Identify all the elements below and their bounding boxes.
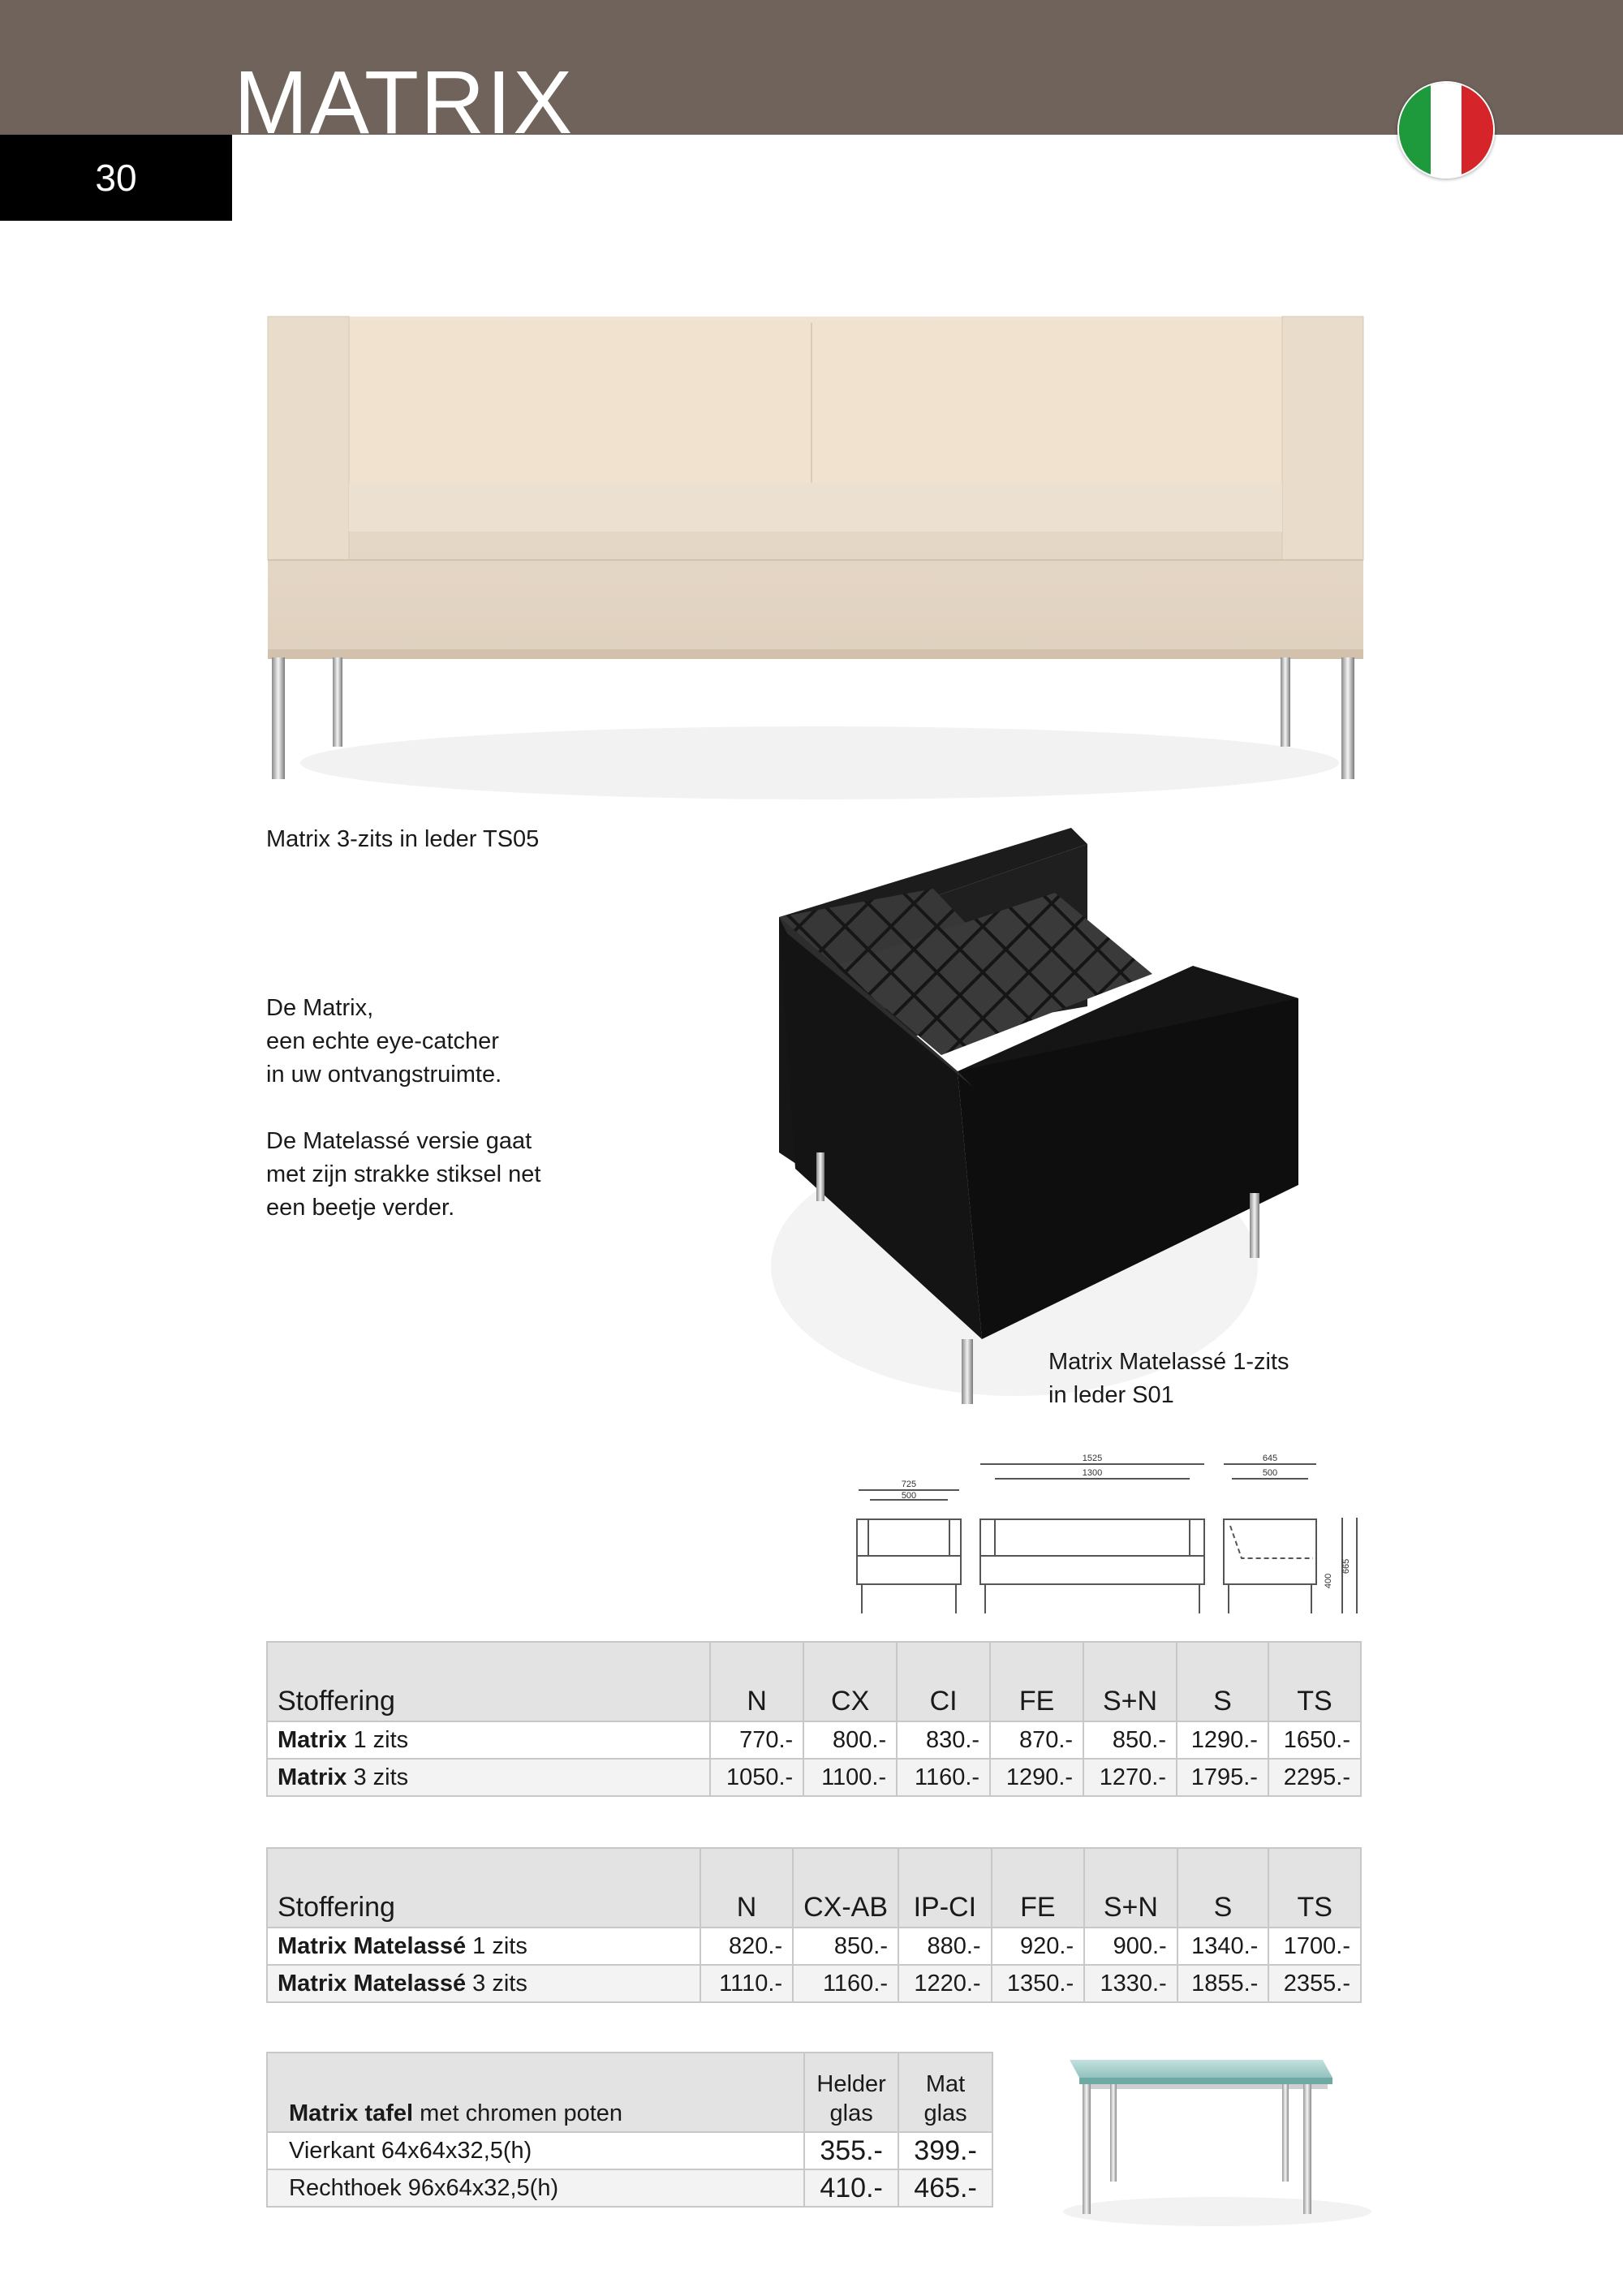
price-cell: 850.- <box>793 1928 898 1965</box>
price-cell: 1855.- <box>1177 1965 1269 2002</box>
page-number-box <box>0 135 232 221</box>
price-cell: 770.- <box>710 1721 803 1759</box>
flag-white-stripe <box>1431 83 1462 177</box>
glass-table-photo <box>1055 2045 1380 2232</box>
product-name: Matrix Matelassé <box>278 1970 467 1997</box>
price-cell: 355.- <box>804 2132 898 2169</box>
dimension-chair-seat: 500 <box>901 1491 917 1501</box>
table-header-cell <box>898 2053 992 2132</box>
table-header-cell: FE <box>990 1642 1083 1721</box>
price-cell: 1650.- <box>1268 1721 1361 1759</box>
price-cell: 1290.- <box>990 1759 1083 1796</box>
price-cell: 920.- <box>992 1928 1085 1965</box>
product-name-cell <box>267 1721 710 1759</box>
italy-flag-icon <box>1397 81 1495 179</box>
price-cell: 1220.- <box>898 1965 992 2002</box>
description-line: een beetje verder. <box>266 1195 455 1221</box>
product-name: Matrix <box>278 1726 347 1753</box>
price-cell: 900.- <box>1084 1928 1177 1965</box>
dimension-seat-depth: 500 <box>1262 1468 1278 1478</box>
price-cell: 1340.- <box>1177 1928 1269 1965</box>
price-cell: 1330.- <box>1084 1965 1177 2002</box>
price-cell: 399.- <box>898 2132 992 2169</box>
table-header-cell: TS <box>1268 1848 1361 1928</box>
dimension-sofa-width: 1525 <box>1082 1454 1103 1463</box>
price-cell: 2295.- <box>1268 1759 1361 1796</box>
product-variant: 1 zits <box>466 1932 527 1959</box>
price-cell: 465.- <box>898 2169 992 2207</box>
page-title: MATRIX <box>234 58 575 136</box>
price-cell: 1050.- <box>710 1759 803 1796</box>
price-cell: 1350.- <box>992 1965 1085 2002</box>
price-cell: 1160.- <box>793 1965 898 2002</box>
description-line: De Matelassé versie gaat <box>266 1128 532 1154</box>
price-cell: 800.- <box>803 1721 897 1759</box>
table-header-cell: CI <box>897 1642 990 1721</box>
price-cell: 820.- <box>700 1928 793 1965</box>
price-table-matrix <box>266 1641 1362 1797</box>
price-cell: 830.- <box>897 1721 990 1759</box>
table-row <box>267 1928 1361 1965</box>
table-header-row <box>267 1848 1361 1928</box>
price-cell: 870.- <box>990 1721 1083 1759</box>
table-header-cell: Stoffering <box>267 1848 700 1928</box>
table-row <box>267 1759 1361 1796</box>
description-line: een echte eye-catcher <box>266 1028 499 1054</box>
product-name-cell <box>267 1965 700 2002</box>
table-row <box>267 1721 1361 1759</box>
table-header-cell: CX <box>803 1642 897 1721</box>
product-size-cell: Rechthoek 96x64x32,5(h) <box>267 2169 804 2207</box>
product-name: Matrix tafel <box>289 2100 414 2126</box>
table-header-cell <box>267 2053 804 2132</box>
table-header-cell: IP-CI <box>898 1848 992 1928</box>
table-header-cell <box>804 2053 898 2132</box>
armchair-caption-line: Matrix Matelassé 1-zits <box>1048 1349 1289 1375</box>
product-variant: 1 zits <box>347 1726 409 1753</box>
armchair-caption-line: in leder S01 <box>1048 1382 1174 1408</box>
table-header-cell: S+N <box>1084 1848 1177 1928</box>
table-header-cell: S <box>1177 1848 1269 1928</box>
table-header-cell: S <box>1177 1642 1268 1721</box>
product-variant: 3 zits <box>347 1764 409 1790</box>
product-name: Matrix <box>278 1764 347 1790</box>
table-header-cell: CX-AB <box>793 1848 898 1928</box>
dimension-drawings <box>844 1445 1380 1623</box>
product-size-cell: Vierkant 64x64x32,5(h) <box>267 2132 804 2169</box>
price-cell: 2355.- <box>1268 1965 1361 2002</box>
table-row <box>267 2169 992 2207</box>
product-variant: 3 zits <box>466 1970 527 1997</box>
sofa-caption: Matrix 3-zits in leder TS05 <box>266 826 540 852</box>
table-header-cell: TS <box>1268 1642 1361 1721</box>
product-name-cell <box>267 1759 710 1796</box>
table-header-cell: N <box>710 1642 803 1721</box>
table-header-cell: FE <box>992 1848 1085 1928</box>
dimension-seat-height: 400 <box>1324 1573 1333 1589</box>
price-cell: 1290.- <box>1177 1721 1268 1759</box>
header-line: glas <box>829 2100 873 2126</box>
price-cell: 410.- <box>804 2169 898 2207</box>
header-line: glas <box>923 2100 967 2126</box>
price-cell: 1795.- <box>1177 1759 1268 1796</box>
product-name-cell <box>267 1928 700 1965</box>
table-row <box>267 1965 1361 2002</box>
description-line: in uw ontvangstruimte. <box>266 1062 502 1088</box>
product-name: Matrix Matelassé <box>278 1932 467 1959</box>
description-line: met zijn strakke stiksel net <box>266 1161 541 1187</box>
dimension-total-height: 665 <box>1341 1558 1351 1574</box>
page-number: 30 <box>95 157 137 199</box>
price-cell: 1270.- <box>1083 1759 1177 1796</box>
price-cell: 1160.- <box>897 1759 990 1796</box>
product-variant: met chromen poten <box>413 2100 623 2126</box>
armchair-caption <box>1048 1346 1289 1412</box>
armchair-photo <box>730 812 1315 1412</box>
price-cell: 1100.- <box>803 1759 897 1796</box>
price-table-matelasse <box>266 1847 1362 2003</box>
table-header-row <box>267 1642 1361 1721</box>
header-line: Helder <box>816 2071 886 2097</box>
sofa-photo <box>260 308 1371 812</box>
price-table-tafel <box>266 2052 993 2208</box>
description-line: De Matrix, <box>266 995 374 1021</box>
table-row <box>267 2132 992 2169</box>
price-cell: 1110.- <box>700 1965 793 2002</box>
description-paragraph-2 <box>266 1125 540 1225</box>
table-header-cell: N <box>700 1848 793 1928</box>
price-cell: 880.- <box>898 1928 992 1965</box>
price-cell: 850.- <box>1083 1721 1177 1759</box>
table-header-cell: S+N <box>1083 1642 1177 1721</box>
dimension-depth: 645 <box>1262 1454 1278 1463</box>
price-cell: 1700.- <box>1268 1928 1361 1965</box>
description-paragraph-1 <box>266 992 540 1092</box>
dimension-chair-width: 725 <box>901 1480 917 1489</box>
table-header-cell: Stoffering <box>267 1642 710 1721</box>
header-line: Mat <box>925 2071 966 2097</box>
table-header-row <box>267 2053 992 2132</box>
description <box>266 992 540 1258</box>
dimension-sofa-seat: 1300 <box>1082 1468 1103 1478</box>
